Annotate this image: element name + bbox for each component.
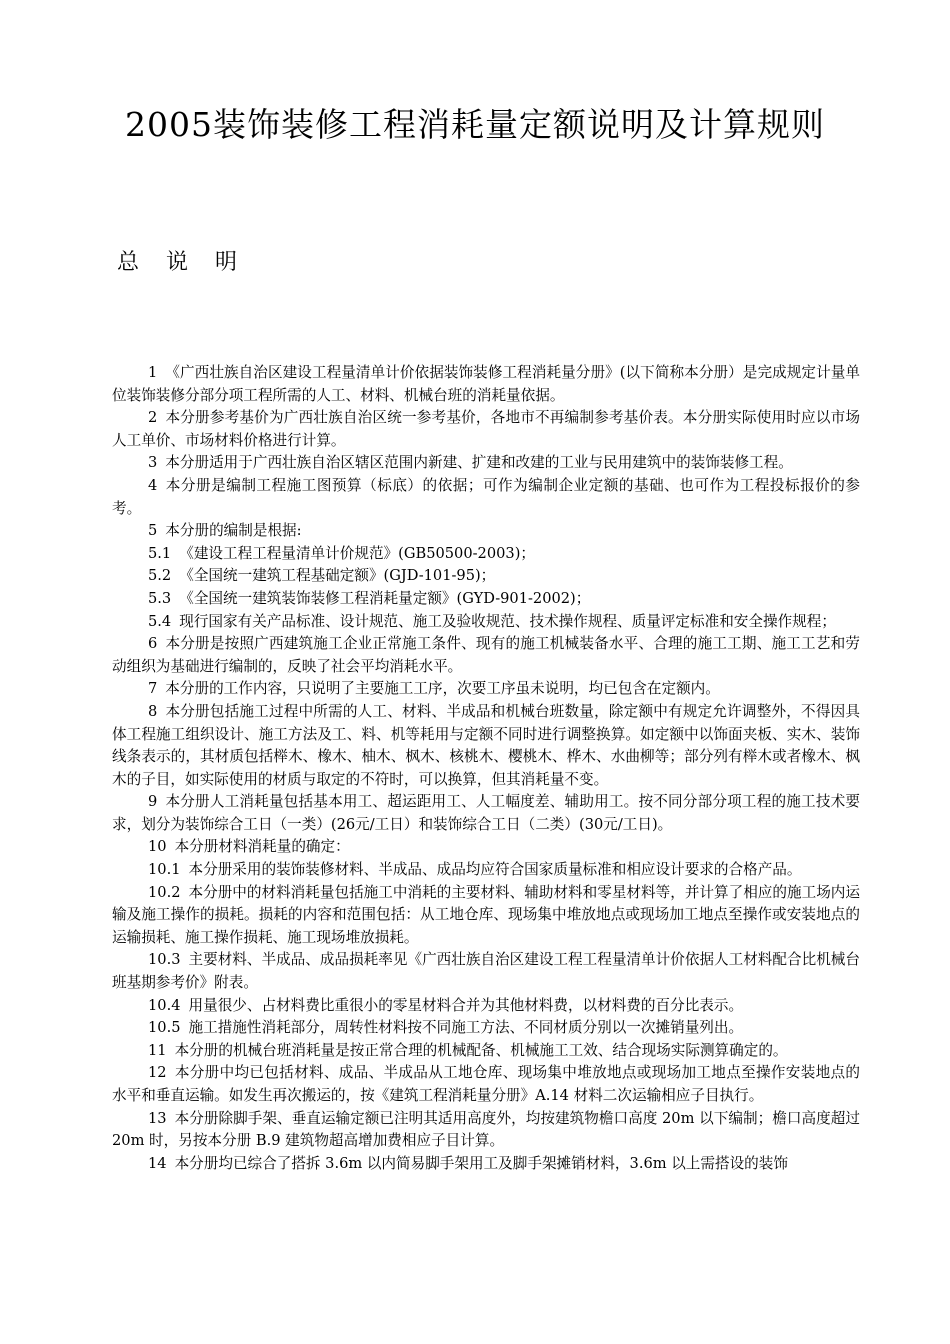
paragraph-number: 14 — [148, 1154, 167, 1172]
paragraph-text: 本分册是按照广西建筑施工企业正常施工条件、现有的施工机械装备水平、合理的施工工期、施工工艺和劳动组织为基础进行编制的，反映了社会平均消耗水平。 — [112, 635, 860, 675]
paragraph — [112, 565, 860, 588]
paragraph — [112, 949, 860, 994]
paragraph — [112, 1108, 860, 1153]
paragraph-text: 本分册中均已包括材料、成品、半成品从工地仓库、现场集中堆放地点或现场加工地点至操作安装地点的水平和垂直运输。如发生再次搬运的，按《建筑工程消耗量分册》A.14 材料二次运输相应子目执行。 — [112, 1064, 860, 1104]
paragraph-text: 本分册人工消耗量包括基本用工、超运距用工、人工幅度差、辅助用工。按不同分部分项工程的施工技术要求，划分为装饰综合工日（一类）(26元/工日）和装饰综合工日（二类）(30元/工日)。 — [112, 793, 860, 833]
paragraph — [112, 611, 860, 634]
paragraph-text: 现行国家有关产品标准、设计规范、施工及验收规范、技术操作规程、质量评定标准和安全操作规程； — [179, 612, 836, 630]
document-title: 2005装饰装修工程消耗量定额说明及计算规则 — [125, 105, 825, 144]
paragraph-text: 施工措施性消耗部分，周转性材料按不同施工方法、不同材质分别以一次摊销量列出。 — [188, 1019, 744, 1037]
paragraph — [112, 1153, 860, 1176]
paragraph-text: 本分册中的材料消耗量包括施工中消耗的主要材料、辅助材料和零星材料等，并计算了相应的施工场内运输及施工操作的损耗。损耗的内容和范围包括：从工地仓库、现场集中堆放地点或现场加工地点至操作或安装地点的运输损耗、施工操作损耗、施工现场堆放损耗。 — [112, 883, 860, 946]
paragraph-number: 11 — [148, 1041, 167, 1059]
paragraph — [112, 678, 860, 701]
paragraph-number: 5.1 — [148, 544, 172, 562]
paragraph — [112, 791, 860, 836]
paragraph-number: 6 — [148, 635, 158, 653]
paragraph-text: 本分册参考基价为广西壮族自治区统一参考基价，各地市不再编制参考基价表。本分册实际使用时应以市场人工单价、市场材料价格进行计算。 — [112, 409, 860, 449]
paragraph — [112, 1062, 860, 1107]
paragraph-number: 5.2 — [148, 567, 172, 585]
paragraph-text: 《建设工程工程量清单计价规范》(GB50500-2003)； — [179, 544, 535, 562]
paragraph-number: 4 — [148, 476, 158, 494]
paragraph-text: 本分册的编制是根据: — [165, 522, 302, 540]
paragraph-text: 《广西壮族自治区建设工程量清单计价依据装饰装修工程消耗量分册》(以下简称本分册）是完成规定计量单位装饰装修分部分项工程所需的人工、材料、机械台班的消耗量依据。 — [112, 364, 860, 404]
paragraph-text: 本分册的机械台班消耗量是按正常合理的机械配备、机械施工工效、结合现场实际测算确定的。 — [174, 1041, 788, 1059]
paragraph-number: 5.3 — [148, 589, 172, 607]
paragraph — [112, 475, 860, 520]
paragraph — [112, 520, 860, 543]
paragraph-number: 8 — [148, 702, 158, 720]
paragraph — [112, 407, 860, 452]
paragraph-text: 《全国统一建筑装饰装修工程消耗量定额》(GYD-901-2002)； — [179, 589, 591, 607]
paragraph-number: 13 — [148, 1109, 167, 1127]
paragraph-text: 本分册适用于广西壮族自治区辖区范围内新建、扩建和改建的工业与民用建筑中的装饰装修工程。 — [165, 454, 793, 472]
document-body — [112, 362, 860, 1175]
paragraph-number: 10 — [148, 838, 167, 856]
paragraph — [112, 882, 860, 950]
paragraph-number: 1 — [148, 364, 158, 381]
paragraph — [112, 633, 860, 678]
paragraph-number: 7 — [148, 680, 158, 698]
paragraph — [112, 1040, 860, 1063]
paragraph-number: 3 — [148, 454, 158, 472]
paragraph-number: 2 — [148, 409, 158, 427]
paragraph — [112, 1017, 860, 1040]
paragraph — [112, 836, 860, 859]
paragraph-text: 《全国统一建筑工程基础定额》(GJD-101-95)； — [179, 567, 496, 585]
paragraph-number: 5.4 — [148, 612, 172, 630]
paragraph-number: 10.4 — [148, 996, 181, 1014]
paragraph-number: 5 — [148, 522, 158, 540]
paragraph — [112, 701, 860, 791]
paragraph — [112, 859, 860, 882]
paragraph-number: 10.2 — [148, 883, 181, 901]
paragraph-text: 本分册包括施工过程中所需的人工、材料、半成品和机械台班数量，除定额中有规定允许调整外，不得因具体工程施工组织设计、施工方法及工、料、机等耗用与定额不同时进行调整换算。如定额中以饰面夹板、实木、装饰线条表示的，其材质包括榉木、橡木、柚木、枫木、核桃木、樱桃木、桦木、水曲柳等；部分列有榉木或者橡木、枫木的子目，如实际使用的材质与取定的不符时，可以换算，但其消耗量不变。 — [112, 702, 860, 788]
paragraph-text: 本分册的工作内容，只说明了主要施工工序，次要工序虽未说明，均已包含在定额内。 — [165, 680, 720, 698]
paragraph — [112, 995, 860, 1018]
paragraph-text: 本分册是编制工程施工图预算（标底）的依据；可作为编制企业定额的基础、也可作为工程投标报价的参考。 — [112, 476, 860, 517]
paragraph — [112, 543, 860, 566]
paragraph-text: 本分册材料消耗量的确定： — [174, 838, 350, 856]
paragraph-number: 10.5 — [148, 1019, 181, 1037]
paragraph — [112, 452, 860, 475]
paragraph — [112, 588, 860, 611]
paragraph — [112, 362, 860, 407]
paragraph-text: 本分册除脚手架、垂直运输定额已注明其适用高度外，均按建筑物檐口高度 20m 以下编制；檐口高度超过 20m 时，另按本分册 B.9 建筑物超高增加费相应子目计算。 — [112, 1109, 860, 1150]
section-heading: 总 说 明 — [117, 250, 247, 275]
paragraph-number: 10.1 — [148, 861, 181, 879]
paragraph-text: 本分册采用的装饰装修材料、半成品、成品均应符合国家质量标准和相应设计要求的合格产品。 — [188, 861, 802, 879]
paragraph-text: 本分册均已综合了搭拆 3.6m 以内简易脚手架用工及脚手架摊销材料，3.6m 以上需搭设的装饰 — [174, 1154, 788, 1172]
paragraph-number: 12 — [148, 1064, 167, 1082]
paragraph-text: 用量很少、占材料费比重很小的零星材料合并为其他材料费，以材料费的百分比表示。 — [188, 996, 744, 1014]
paragraph-number: 9 — [148, 793, 158, 811]
paragraph-text: 主要材料、半成品、成品损耗率见《广西壮族自治区建设工程工程量清单计价依据人工材料配合比机械台班基期参考价》附表。 — [112, 951, 860, 992]
paragraph-number: 10.3 — [148, 951, 181, 969]
